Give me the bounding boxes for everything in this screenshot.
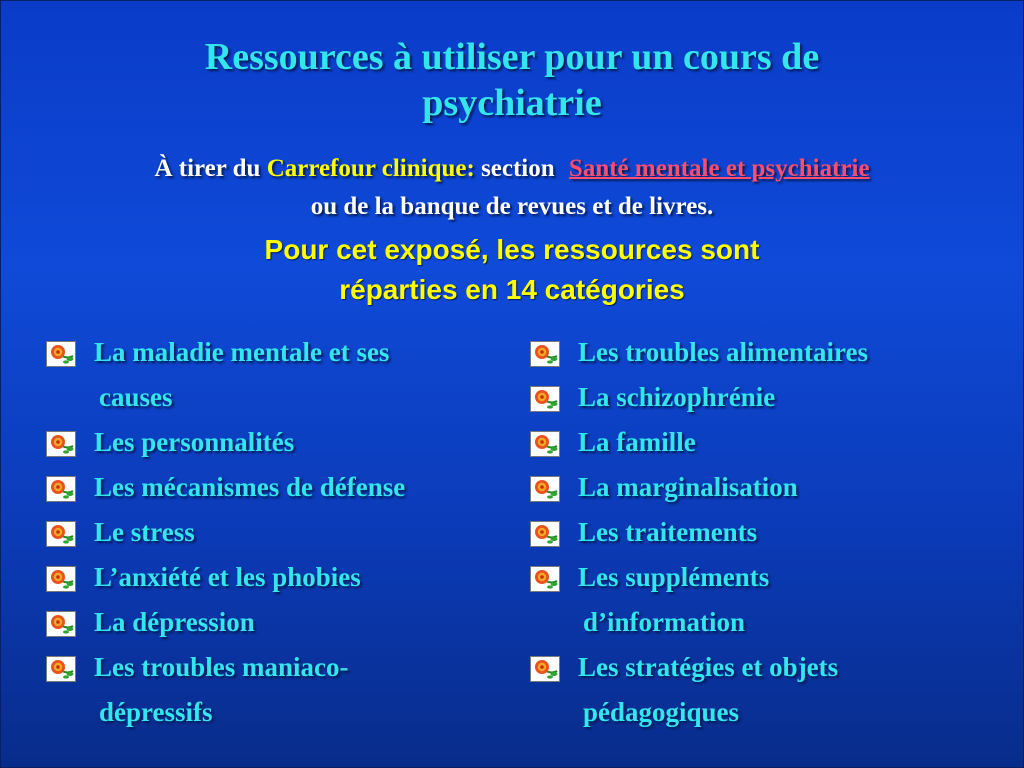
- category-label: Les troubles alimentaires: [578, 337, 868, 367]
- category-label: Les personnalités: [94, 427, 295, 457]
- category-label: L’anxiété et les phobies: [94, 562, 361, 592]
- note-line-1: Pour cet exposé, les ressources sont: [264, 234, 760, 265]
- subtitle-line-1: [0, 150, 1024, 188]
- category-item: [528, 465, 1008, 510]
- slide-subtitle: [0, 150, 1024, 226]
- category-label-continued: pédagogiques: [583, 697, 740, 727]
- category-label: La famille: [578, 427, 696, 457]
- subtitle-text-1: À tirer du: [154, 155, 267, 182]
- flower-icon: [46, 336, 76, 362]
- slide-title: [0, 34, 1024, 126]
- flower-icon: [46, 606, 76, 632]
- category-item: [528, 420, 1008, 465]
- title-line-2: psychiatrie: [422, 82, 602, 124]
- flower-icon: [46, 651, 76, 677]
- subtitle-line-2: ou de la banque de revues et de livres.: [310, 193, 714, 220]
- flower-icon: [530, 336, 560, 362]
- flower-icon: [530, 381, 560, 407]
- category-label: La marginalisation: [578, 472, 798, 502]
- left-category-list: [44, 330, 514, 735]
- category-label: Les suppléments: [578, 562, 770, 592]
- flower-icon: [530, 651, 560, 677]
- category-label: Les stratégies et objets: [578, 652, 839, 682]
- title-line-1: Ressources à utiliser pour un cours de: [204, 36, 820, 78]
- category-item: [44, 420, 514, 465]
- category-item: [44, 600, 514, 645]
- category-item: [528, 645, 1008, 735]
- flower-icon: [46, 471, 76, 497]
- note-line-2: réparties en 14 catégories: [339, 274, 685, 305]
- category-item: [528, 375, 1008, 420]
- flower-icon: [46, 561, 76, 587]
- category-item: [44, 330, 514, 420]
- category-item: [528, 555, 1008, 645]
- category-item: [44, 645, 514, 735]
- category-label: Les traitements: [578, 517, 758, 547]
- category-item: [44, 465, 514, 510]
- category-item: [44, 510, 514, 555]
- flower-icon: [530, 471, 560, 497]
- flower-icon: [46, 516, 76, 542]
- category-label: Le stress: [94, 517, 195, 547]
- subtitle-text-2: section: [474, 155, 561, 182]
- category-label: La dépression: [94, 607, 255, 637]
- category-item: [44, 555, 514, 600]
- category-item: [528, 510, 1008, 555]
- category-label: Les mécanismes de défense: [94, 472, 406, 502]
- category-label: La schizophrénie: [578, 382, 776, 412]
- flower-icon: [530, 426, 560, 452]
- right-category-list: [528, 330, 1008, 735]
- category-item: [528, 330, 1008, 375]
- sante-mentale-link[interactable]: Santé mentale et psychiatrie: [568, 155, 870, 182]
- flower-icon: [530, 561, 560, 587]
- flower-icon: [46, 426, 76, 452]
- category-label: Les troubles maniaco-: [94, 652, 349, 682]
- category-label: La maladie mentale et ses: [94, 337, 390, 367]
- category-label-continued: dépressifs: [99, 697, 213, 727]
- flower-icon: [530, 516, 560, 542]
- category-label-continued: d’information: [583, 607, 745, 637]
- categories-note: [0, 230, 1024, 310]
- category-label-continued: causes: [99, 382, 173, 412]
- carrefour-highlight: Carrefour clinique:: [266, 155, 475, 182]
